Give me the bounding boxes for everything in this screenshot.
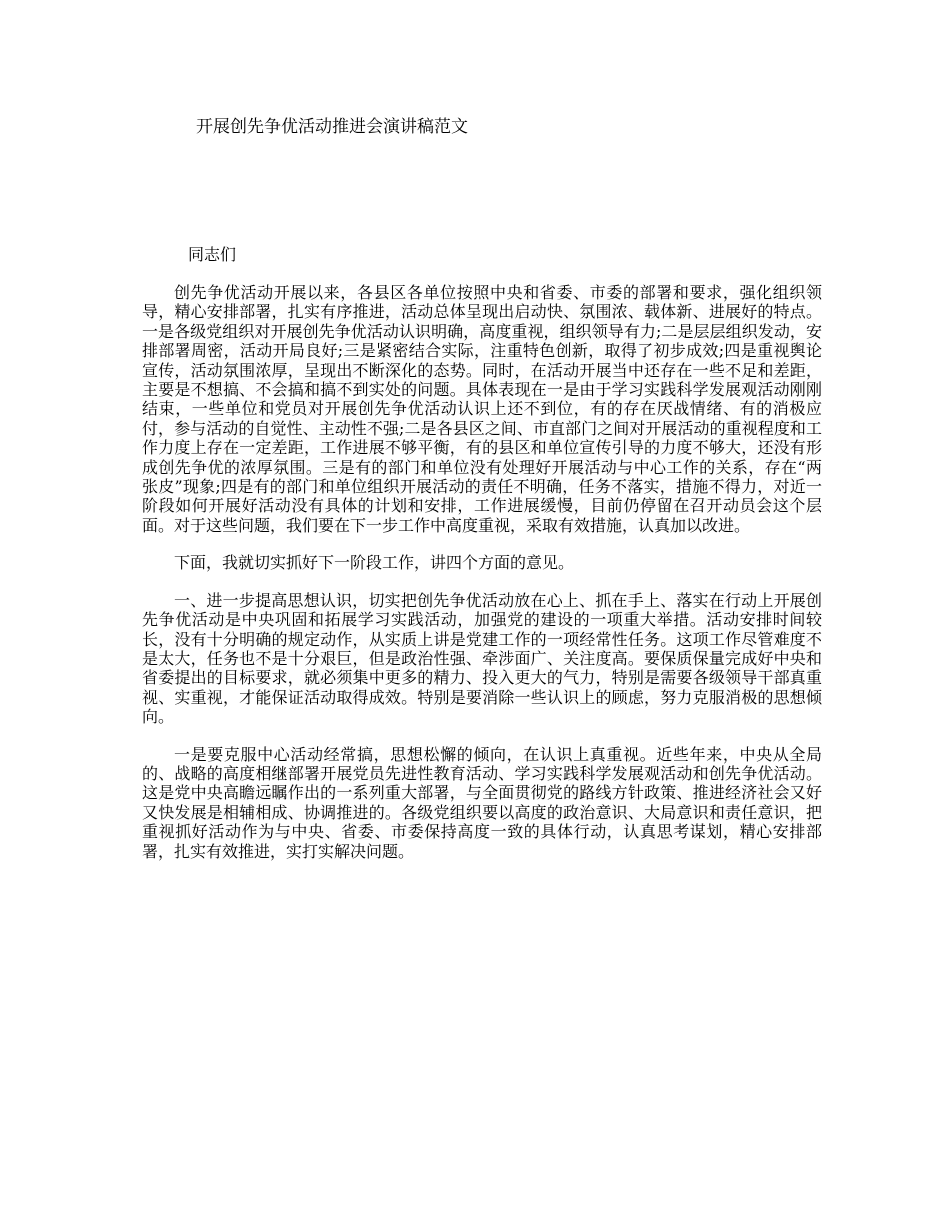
paragraph: 下面，我就切实抓好下一阶段工作，讲四个方面的意见。: [174, 553, 575, 573]
paragraph: 创先争优活动开展以来，各县区各单位按照中央和省委、市委的部署和要求，强化组织领导，精心安排部署，扎实有序推进，活动总体呈现出启动快、氛围浓、载体新、进展好的特点。一是各级党组织对开展创先争优活动认识明确，高度重视，组织领导有力;二是层层组织发动，安排部署周密，活动开局良好;三是紧密结合实际，注重特色创新，取得了初步成效;四是重视舆论宣传，活动氛围浓厚，呈现出不断深化的态势。同时，在活动开展当中还存在一些不足和差距，主要是不想搞、不会搞和搞不到实处的问题。具体表现在一是由于学习实践科学发展观活动刚刚结束，一些单位和党员对开展创先争优活动认识上还不到位，有的存在厌战情绪、有的消极应付，参与活动的自觉性、主动性不强;二是各县区之间、市直部门之间对开展活动的重视程度和工作力度上存在一定差距，工作进展不够平衡，有的县区和单位宣传引导的力度不够大，还没有形成创先争优的浓厚氛围。三是有的部门和单位没有处理好开展活动与中心工作的关系，存在“两张皮”现象;四是有的部门和单位组织开展活动的责任不明确，任务不落实，措施不得力，对近一阶段如何开展好活动没有具体的计划和安排，工作进展缓慢，目前仍停留在召开动员会这个层面。对于这些问题，我们要在下一步工作中高度重视，采取有效措施，认真加以改进。: [142, 283, 822, 535]
document-title: 开展创先争优活动推进会演讲稿范文: [196, 117, 468, 137]
salutation: 同志们: [188, 245, 237, 264]
paragraph: 一、进一步提高思想认识，切实把创先争优活动放在心上、抓在手上、落实在行动上开展创先争优活动是中央巩固和拓展学习实践活动，加强党的建设的一项重大举措。活动安排时间较长，没有十分明确的规定动作，从实质上讲是党建工作的一项经常性任务。这项工作尽管难度不是太大，任务也不是十分艰巨，但是政治性强、牵涉面广、关注度高。要保质保量完成好中央和省委提出的目标要求，就必须集中更多的精力、投入更大的气力，特别是需要各级领导干部真重视、实重视，才能保证活动取得成效。特别是要消除一些认识上的顾虑，努力克服消极的思想倾向。: [142, 590, 822, 727]
document-body: [142, 283, 822, 879]
paragraph: 一是要克服中心活动经常搞，思想松懈的倾向，在认识上真重视。近些年来，中央从全局的、战略的高度相继部署开展党员先进性教育活动、学习实践科学发展观活动和创先争优活动。这是党中央高瞻远瞩作出的一系列重大部署，与全面贯彻党的路线方针政策、推进经济社会又好又快发展是相辅相成、协调推进的。各级党组织要以高度的政治意识、大局意识和责任意识，把重视抓好活动作为与中央、省委、市委保持高度一致的具体行动，认真思考谋划，精心安排部署，扎实有效推进，实打实解决问题。: [142, 744, 822, 861]
